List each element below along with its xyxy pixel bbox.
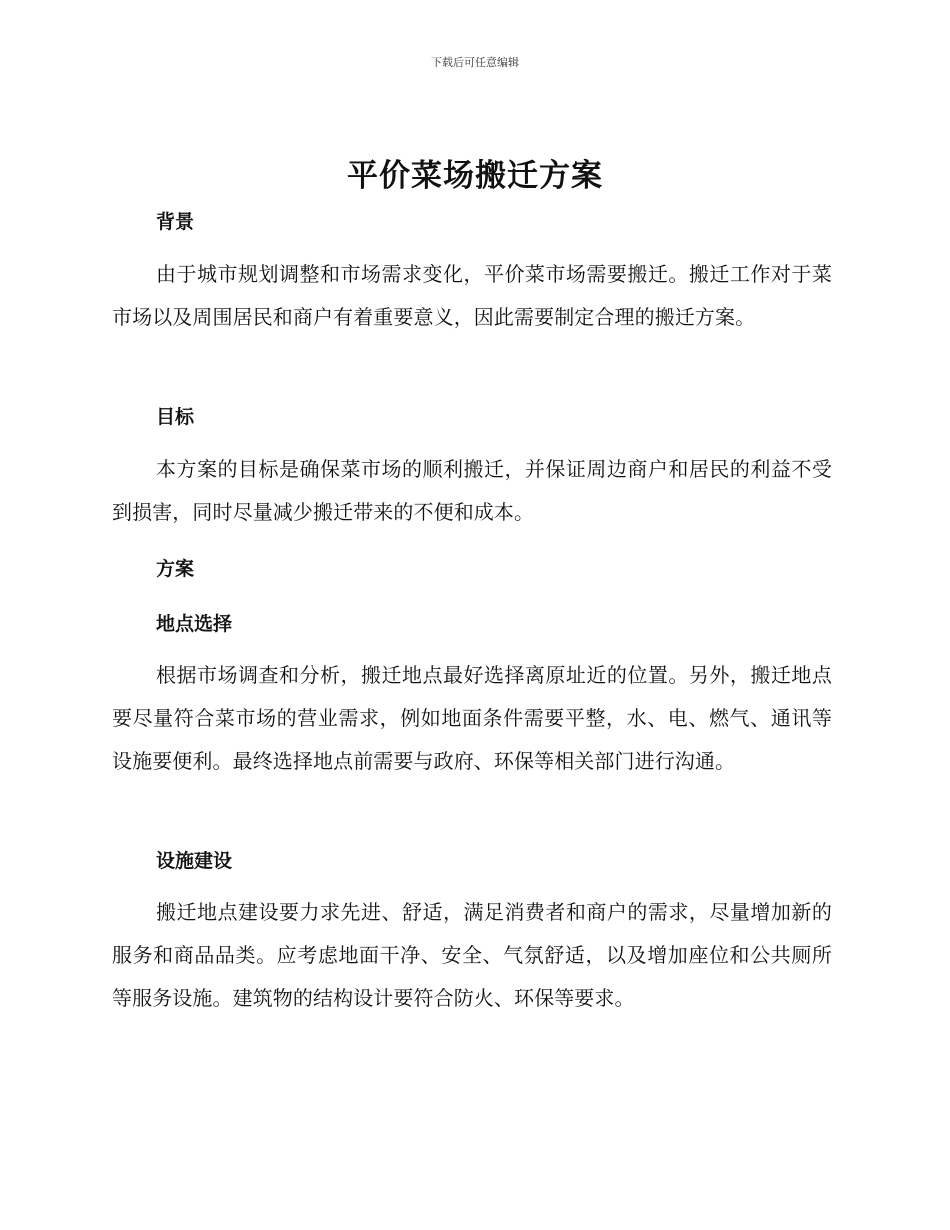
section-heading-site: 地点选择 bbox=[156, 613, 233, 635]
section-text-facility: 搬迁地点建设要力求先进、舒适，满足消费者和商户的需求，尽量增加新的服务和商品品类。应考虑地面干净、安全、气氛舒适，以及增加座位和公共厕所等服务设施。建筑物的结构设计要符合防火、环保等要求。 bbox=[112, 900, 832, 1010]
section-heading-facility: 设施建设 bbox=[156, 850, 233, 872]
section-text-background: 由于城市规划调整和市场需求变化，平价菜市场需要搬迁。搬迁工作对于菜市场以及周围居民和商户有着重要意义，因此需要制定合理的搬迁方案。 bbox=[112, 262, 832, 329]
header-note: 下载后可任意编辑 bbox=[431, 56, 519, 69]
document-title: 平价菜场搬迁方案 bbox=[347, 158, 603, 194]
section-heading-plan: 方案 bbox=[156, 558, 195, 580]
section-text-goal: 本方案的目标是确保菜市场的顺利搬迁，并保证周边商户和居民的利益不受到损害，同时尽量减少搬迁带来的不便和成本。 bbox=[112, 457, 832, 524]
section-text-site: 根据市场调查和分析，搬迁地点最好选择离原址近的位置。另外，搬迁地点要尽量符合菜市场的营业需求，例如地面条件需要平整，水、电、燃气、通讯等设施要便利。最终选择地点前需要与政府、环保等相关部门进行沟通。 bbox=[112, 663, 832, 773]
section-heading-goal: 目标 bbox=[156, 406, 195, 428]
section-heading-background: 背景 bbox=[156, 211, 195, 233]
